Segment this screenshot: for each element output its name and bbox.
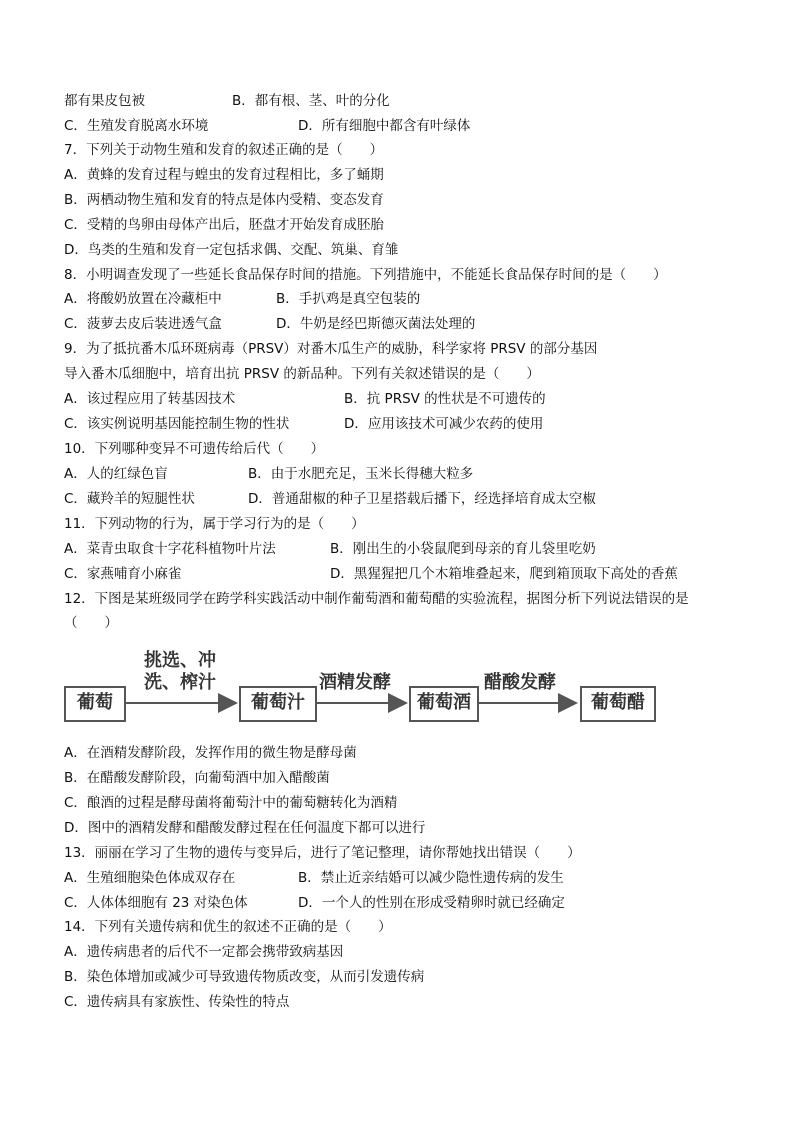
box-grape-juice: 葡萄汁 xyxy=(239,686,317,722)
option-text: C．该实例说明基因能控制生物的性状 xyxy=(64,416,290,432)
box-grape-wine: 葡萄酒 xyxy=(409,686,479,722)
option-text: A．该过程应用了转基因技术 xyxy=(64,391,236,407)
text-line xyxy=(64,943,343,961)
text-line xyxy=(64,869,564,887)
option-text: A．黄蜂的发育过程与蝗虫的发育过程相比，多了蛹期 xyxy=(64,167,384,183)
question-8 xyxy=(64,266,667,284)
question-text: 14．下列有关遗传病和优生的叙述不正确的是（ ） xyxy=(64,919,392,935)
option-text: C．生殖发育脱离水环境 xyxy=(64,118,209,134)
text-line xyxy=(64,390,546,408)
text-line xyxy=(64,216,384,234)
question-10 xyxy=(64,440,324,458)
text-line xyxy=(64,565,678,583)
option-text: B．刚出生的小袋鼠爬到母亲的育儿袋里吃奶 xyxy=(330,541,596,557)
question-text: 12．下图是某班级同学在跨学科实践活动中制作葡萄酒和葡萄醋的实验流程，据图分析下列说法错误的是 xyxy=(64,591,689,607)
option-text: B．禁止近亲结婚可以减少隐性遗传病的发生 xyxy=(298,870,564,886)
label-alcohol-fermentation: 酒精发酵 xyxy=(319,672,391,693)
text-line xyxy=(64,166,384,184)
option-text: D．牛奶是经巴斯德灭菌法处理的 xyxy=(276,316,476,332)
option-text: A．遗传病患者的后代不一定都会携带致病基因 xyxy=(64,944,344,960)
text-line xyxy=(64,117,471,135)
text-line xyxy=(64,490,596,508)
option-text: C．遗传病具有家族性、传染性的特点 xyxy=(64,994,290,1010)
option-text: D．普通甜椒的种子卫星搭载后播下，经选择培育成太空椒 xyxy=(248,491,596,507)
option-text: 都有果皮包被 xyxy=(64,93,145,109)
option-text: B．染色体增加或减少可导致遗传物质改变，从而引发遗传病 xyxy=(64,969,425,985)
option-text: C．酿酒的过程是酵母菌将葡萄汁中的葡萄糖转化为酒精 xyxy=(64,795,398,811)
question-text: 10．下列哪种变异不可遗传给后代（ ） xyxy=(64,441,325,457)
text-line xyxy=(64,465,474,483)
question-9 xyxy=(64,340,597,358)
text-line xyxy=(64,744,357,762)
text-line xyxy=(64,614,118,632)
option-text: C．受精的鸟卵由母体产出后，胚盘才开始发育成胚胎 xyxy=(64,217,384,233)
text-line xyxy=(64,315,476,333)
option-text: C．菠萝去皮后装进透气盒 xyxy=(64,316,222,332)
text-line xyxy=(64,819,425,837)
question-text: 7．下列关于动物生殖和发育的叙述正确的是（ ） xyxy=(64,142,384,158)
label-wash-juice-1: 挑选、冲 xyxy=(144,650,216,671)
question-12 xyxy=(64,590,689,608)
answer-blank: （ ） xyxy=(64,615,118,631)
option-text: D．所有细胞中都含有叶绿体 xyxy=(298,118,471,134)
box-grape: 葡萄 xyxy=(64,686,126,722)
question-text: 导入番木瓜细胞中，培育出抗 PRSV 的新品种。下列有关叙述错误的是（ ） xyxy=(64,366,540,382)
option-text: A．在酒精发酵阶段，发挥作用的微生物是酵母菌 xyxy=(64,745,357,761)
text-line xyxy=(64,290,421,308)
option-text: B．都有根、茎、叶的分化 xyxy=(232,93,390,109)
question-14 xyxy=(64,918,392,936)
question-text: 11．下列动物的行为，属于学习行为的是（ ） xyxy=(64,516,365,532)
question-13 xyxy=(64,844,581,862)
question-text: 8．小明调查发现了一些延长食品保存时间的措施。下列措施中，不能延长食品保存时间的是（ ） xyxy=(64,267,667,283)
text-line xyxy=(64,968,424,986)
question-text: 13．丽丽在学习了生物的遗传与变异后，进行了笔记整理，请你帮她找出错误（ ） xyxy=(64,845,581,861)
option-text: D．黑猩猩把几个木箱堆叠起来，爬到箱顶取下高处的香蕉 xyxy=(330,566,678,582)
option-text: B．手扒鸡是真空包装的 xyxy=(276,291,421,307)
question-text: 9．为了抵抗番木瓜环斑病毒（PRSV）对番木瓜生产的威胁，科学家将 PRSV 的部分基因 xyxy=(64,341,598,357)
flow-diagram xyxy=(64,648,664,728)
option-text: A．菜青虫取食十字花科植物叶片法 xyxy=(64,541,276,557)
label-acetic-fermentation: 醋酸发酵 xyxy=(484,672,556,693)
option-text: C．家燕哺育小麻雀 xyxy=(64,566,182,582)
text-line xyxy=(64,540,596,558)
label-wash-juice-2: 洗、榨汁 xyxy=(144,672,216,693)
text-line xyxy=(64,794,397,812)
question-7 xyxy=(64,141,383,159)
text-line xyxy=(64,92,390,110)
option-text: A．将酸奶放置在冷藏柜中 xyxy=(64,291,222,307)
option-text: C．人体体细胞有 23 对染色体 xyxy=(64,895,248,911)
text-line xyxy=(64,415,544,433)
option-text: A．人的红绿色盲 xyxy=(64,466,168,482)
option-text: D．图中的酒精发酵和醋酸发酵过程在任何温度下都可以进行 xyxy=(64,820,426,836)
option-text: B．在醋酸发酵阶段，向葡萄酒中加入醋酸菌 xyxy=(64,770,330,786)
text-line xyxy=(64,365,540,383)
question-11 xyxy=(64,515,365,533)
text-line xyxy=(64,894,565,912)
text-line xyxy=(64,191,384,209)
text-line xyxy=(64,241,398,259)
box-grape-vinegar: 葡萄醋 xyxy=(580,686,656,722)
option-text: D．应用该技术可减少农药的使用 xyxy=(344,416,544,432)
option-text: D．鸟类的生殖和发育一定包括求偶、交配、筑巢、育雏 xyxy=(64,242,399,258)
option-text: B．两栖动物生殖和发育的特点是体内受精、变态发育 xyxy=(64,192,384,208)
option-text: C．藏羚羊的短腿性状 xyxy=(64,491,195,507)
text-line xyxy=(64,769,330,787)
text-line xyxy=(64,993,289,1011)
option-text: B．由于水肥充足，玉米长得穗大粒多 xyxy=(248,466,474,482)
option-text: B．抗 PRSV 的性状是不可遗传的 xyxy=(344,391,546,407)
option-text: D．一个人的性别在形成受精卵时就已经确定 xyxy=(298,895,565,911)
option-text: A．生殖细胞染色体成双存在 xyxy=(64,870,236,886)
